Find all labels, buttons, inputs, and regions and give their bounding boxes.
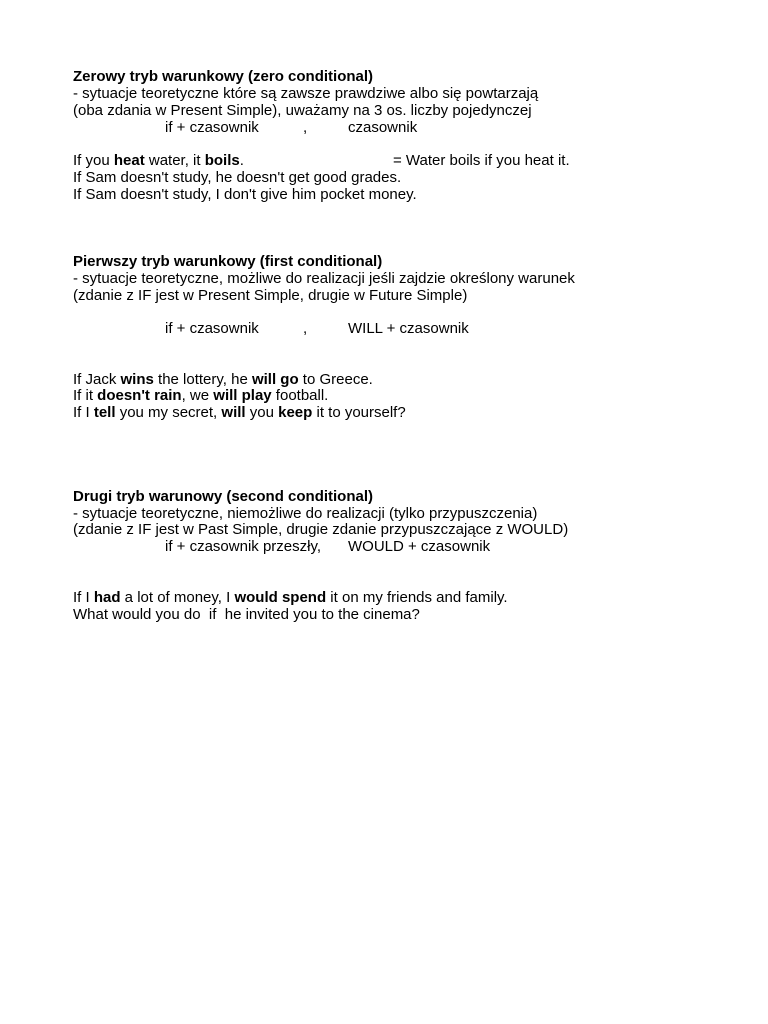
example-sentence: If you heat water, it boils. (73, 152, 244, 169)
first-conditional-title: Pierwszy tryb warunkowy (first conditional) (73, 253, 383, 270)
example-note: = Water boils if you heat it. (393, 152, 570, 169)
zero-conditional-example-3: If Sam doesn't study, I don't give him pocket money. (73, 186, 417, 203)
second-conditional-formula (0, 538, 768, 555)
formula-comma: , (303, 320, 308, 337)
first-conditional-example-3: If I tell you my secret, will you keep it to yourself? (73, 404, 406, 421)
formula-comma: , (303, 119, 308, 136)
zero-conditional-desc-2: (oba zdania w Present Simple), uważamy na 3 os. liczby pojedynczej (73, 102, 532, 119)
first-conditional-formula (0, 320, 768, 337)
second-conditional-example-1: If I had a lot of money, I would spend it on my friends and family. (73, 589, 508, 606)
second-conditional-title: Drugi tryb warunowy (second conditional) (73, 488, 374, 505)
zero-conditional-formula (0, 119, 768, 136)
first-conditional-desc-2: (zdanie z IF jest w Present Simple, drugie w Future Simple) (73, 287, 468, 304)
second-conditional-desc-1: - sytuacje teoretyczne, niemożliwe do realizacji (tylko przypuszczenia) (73, 505, 538, 522)
formula-if-clause: if + czasownik (165, 320, 259, 337)
first-conditional-example-1: If Jack wins the lottery, he will go to Greece. (73, 371, 373, 388)
zero-conditional-example-1 (0, 152, 768, 169)
first-conditional-example-2: If it doesn't rain, we will play football. (73, 387, 329, 404)
formula-main-clause: czasownik (348, 119, 418, 136)
first-conditional-desc-1: - sytuacje teoretyczne, możliwe do realizacji jeśli zajdzie określony warunek (73, 270, 575, 287)
zero-conditional-example-2: If Sam doesn't study, he doesn't get good grades. (73, 169, 402, 186)
second-conditional-example-2: What would you do if he invited you to the cinema? (73, 606, 420, 623)
formula-if-clause: if + czasownik przeszły, (165, 538, 322, 555)
zero-conditional-title: Zerowy tryb warunkowy (zero conditional) (73, 68, 374, 85)
formula-main-clause: WOULD + czasownik (348, 538, 491, 555)
second-conditional-desc-2: (zdanie z IF jest w Past Simple, drugie zdanie przypuszczające z WOULD) (73, 521, 569, 538)
zero-conditional-desc-1: - sytuacje teoretyczne które są zawsze prawdziwe albo się powtarzają (73, 85, 539, 102)
formula-if-clause: if + czasownik (165, 119, 259, 136)
formula-main-clause: WILL + czasownik (348, 320, 469, 337)
